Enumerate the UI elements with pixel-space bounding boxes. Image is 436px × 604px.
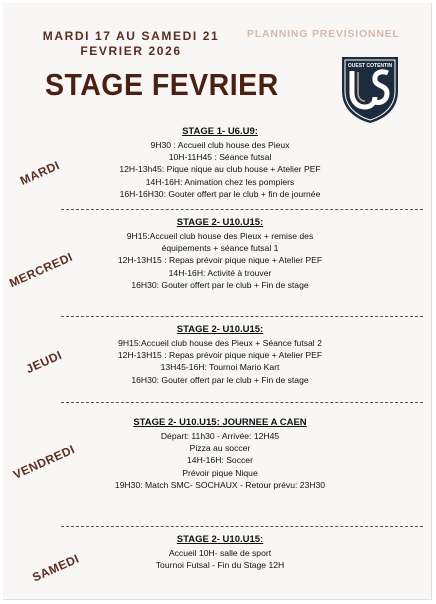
divider <box>61 526 423 527</box>
schedule-line: 12H-13h45: Pique nique au club house + Atelier PEF <box>119 164 321 175</box>
planning-label: PLANNING PREVISIONNEL <box>247 28 400 40</box>
day-label-vendredi: VENDREDI <box>11 442 78 482</box>
schedule-block-mercredi <box>71 217 369 291</box>
schedule-line: Prévoir pique Nique <box>182 467 258 478</box>
schedule-line: 16H30: Gouter offert par le club + Fin de stage <box>131 374 309 385</box>
schedule-line: 10H-11H45 : Séance futsal <box>168 152 272 163</box>
schedule-line: 13H45-16H: Tournoi Mario Kart <box>160 362 280 373</box>
block-heading: STAGE 2- U10.U15: JOURNEE A CAEN <box>133 417 307 428</box>
schedule-block-jeudi <box>71 324 369 386</box>
block-heading: STAGE 2- U10.U15: <box>176 324 264 335</box>
schedule-line: 14H-16H: Activité à trouver <box>168 267 272 278</box>
schedule-line: 9H15:Accueil club house des Pieux + Séance futsal 2 <box>118 338 322 348</box>
block-heading: STAGE 2- U10.U15: <box>176 217 264 228</box>
schedule-line: 14H-16H: Animation chez les pompiers <box>145 176 295 187</box>
schedule-block-samedi <box>71 534 369 571</box>
block-heading: STAGE 1- U6.U9: <box>182 126 258 137</box>
divider <box>61 209 423 210</box>
day-label-mardi: MARDI <box>17 158 62 188</box>
dates-line-1: MARDI 17 AU SAMEDI 21 <box>42 29 220 43</box>
divider <box>61 402 423 403</box>
schedule-line: Accueil 10H- salle de sport <box>168 548 272 558</box>
schedule-line: 12H-13H15 : Repas prévoir pique nique + Atelier PEF <box>117 255 323 266</box>
flyer <box>3 3 432 600</box>
schedule-line: 19H30: Match SMC- SOCHAUX - Retour prévu: 23H30 <box>114 479 326 490</box>
dates-line-2: FEVRIER 2026 <box>80 44 182 58</box>
schedule-line: 12H-13H15 : Repas prévoir pique nique + Atelier PEF <box>117 350 323 361</box>
club-logo <box>339 53 401 125</box>
schedule-line: 9H15:Accueil club house des Pieux + remise des <box>126 231 314 241</box>
divider <box>61 316 423 317</box>
schedule-line: 9H30 : Accueil club house des Pieux <box>150 140 290 150</box>
logo-text: OUEST COTENTIN <box>347 63 393 69</box>
page-title: STAGE FEVRIER <box>45 67 279 102</box>
schedule-line: 14H-16H: Soccer <box>187 455 253 466</box>
schedule-line: Pizza au soccer <box>189 443 251 454</box>
schedule-line: 16H-16H30: Gouter offert par le club + fin de journée <box>119 188 321 199</box>
day-label-mercredi: MERCREDI <box>7 249 75 291</box>
schedule-line: Départ: 11h30 - Arrivée: 12H45 <box>160 431 280 441</box>
schedule-line: équipements + séance futsal 1 <box>161 243 279 254</box>
schedule-line: 16H30: Gouter offert par le club + Fin de stage <box>131 279 309 290</box>
stage-dates <box>41 29 221 59</box>
block-heading: STAGE 2- U10.U15: <box>176 534 264 545</box>
schedule-block-mardi <box>71 126 369 200</box>
schedule-block-vendredi <box>71 417 369 491</box>
day-label-jeudi: JEUDI <box>23 347 65 377</box>
schedule-line: Tournoi Futsal - Fin du Stage 12H <box>155 560 285 571</box>
day-label-samedi: SAMEDI <box>30 551 82 585</box>
